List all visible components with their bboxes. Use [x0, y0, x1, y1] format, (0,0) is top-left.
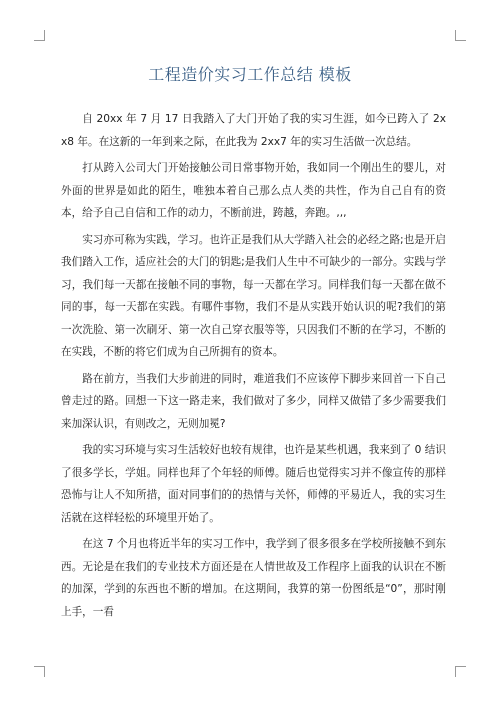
paragraph: 打从跨入公司大门开始接触公司日常事物开始，我如同一个刚出生的婴儿，对外面的世界是如此的陌生，唯独本着自己那么点人类的共性，作为自己自有的资本，给予自己自信和工作的动力，不断前进，跨越，奔跑。,,, [61, 162, 446, 219]
paragraph: 在这 7 个月也将近半年的实习工作中，我学到了很多很多在学校所接触不到东西。无论是在我们的专业技术方面还是在人情世故及工作程序上面我的认识在不断的加深，学到的东西也不断的增加。在这期间，我算的第一份图纸是“0”，那时刚上手，一看 [61, 538, 446, 618]
crop-mark-bottom-left [34, 666, 45, 677]
crop-mark-top-left [34, 30, 45, 41]
crop-mark-top-right [455, 30, 466, 41]
paragraph: 路在前方，当我们大步前进的同时，难道我们不应该停下脚步来回首一下自己曾走过的路。回想一下这一路走来，我们做对了多少，同样又做错了多少需要我们来加深认识，有则改之，无则加冕? [61, 372, 446, 430]
paragraph: 实习亦可称为实践，学习。也许正是我们从大学踏入社会的必经之路;也是开启我们踏入工作，适应社会的大门的钥匙;是我们人生中不可缺少的一部分。实践与学习，我们每一天都在接触不同的事物，每一天都在学习。同样我们每一天都在做不同的事，每一天都在实践。有哪件事物，我们不是从实践开始认识的呢?我们的第一次洗脸、第一次刷牙、第一次自己穿衣服等等，只因我们不断的在学习，不断的在实践，不断的将它们成为自己所拥有的资本。 [61, 233, 446, 358]
paragraph: 我的实习环境与实习生活较好也较有规律，也许是某些机遇，我来到了 0 结识了很多学长，学姐。同样也拜了个年轻的师傅。随后也觉得实习并不像宣传的那样恐怖与让人不知所措，面对同事们的的热情与关怀，师傅的平易近人，我的实习生活就在这样轻松的环境里开始了。 [61, 444, 446, 524]
paragraph: 自 20xx 年 7 月 17 日我踏入了大门开始了我的实习生涯，如今已跨入了 2xx8 年。在这新的一年到来之际，在此我为 2xx7 年的实习生活做一次总结。 [61, 113, 446, 148]
document-body [61, 108, 446, 627]
crop-mark-bottom-right [455, 666, 466, 677]
document-title: 工程造价实习工作总结 模板 [148, 65, 352, 84]
